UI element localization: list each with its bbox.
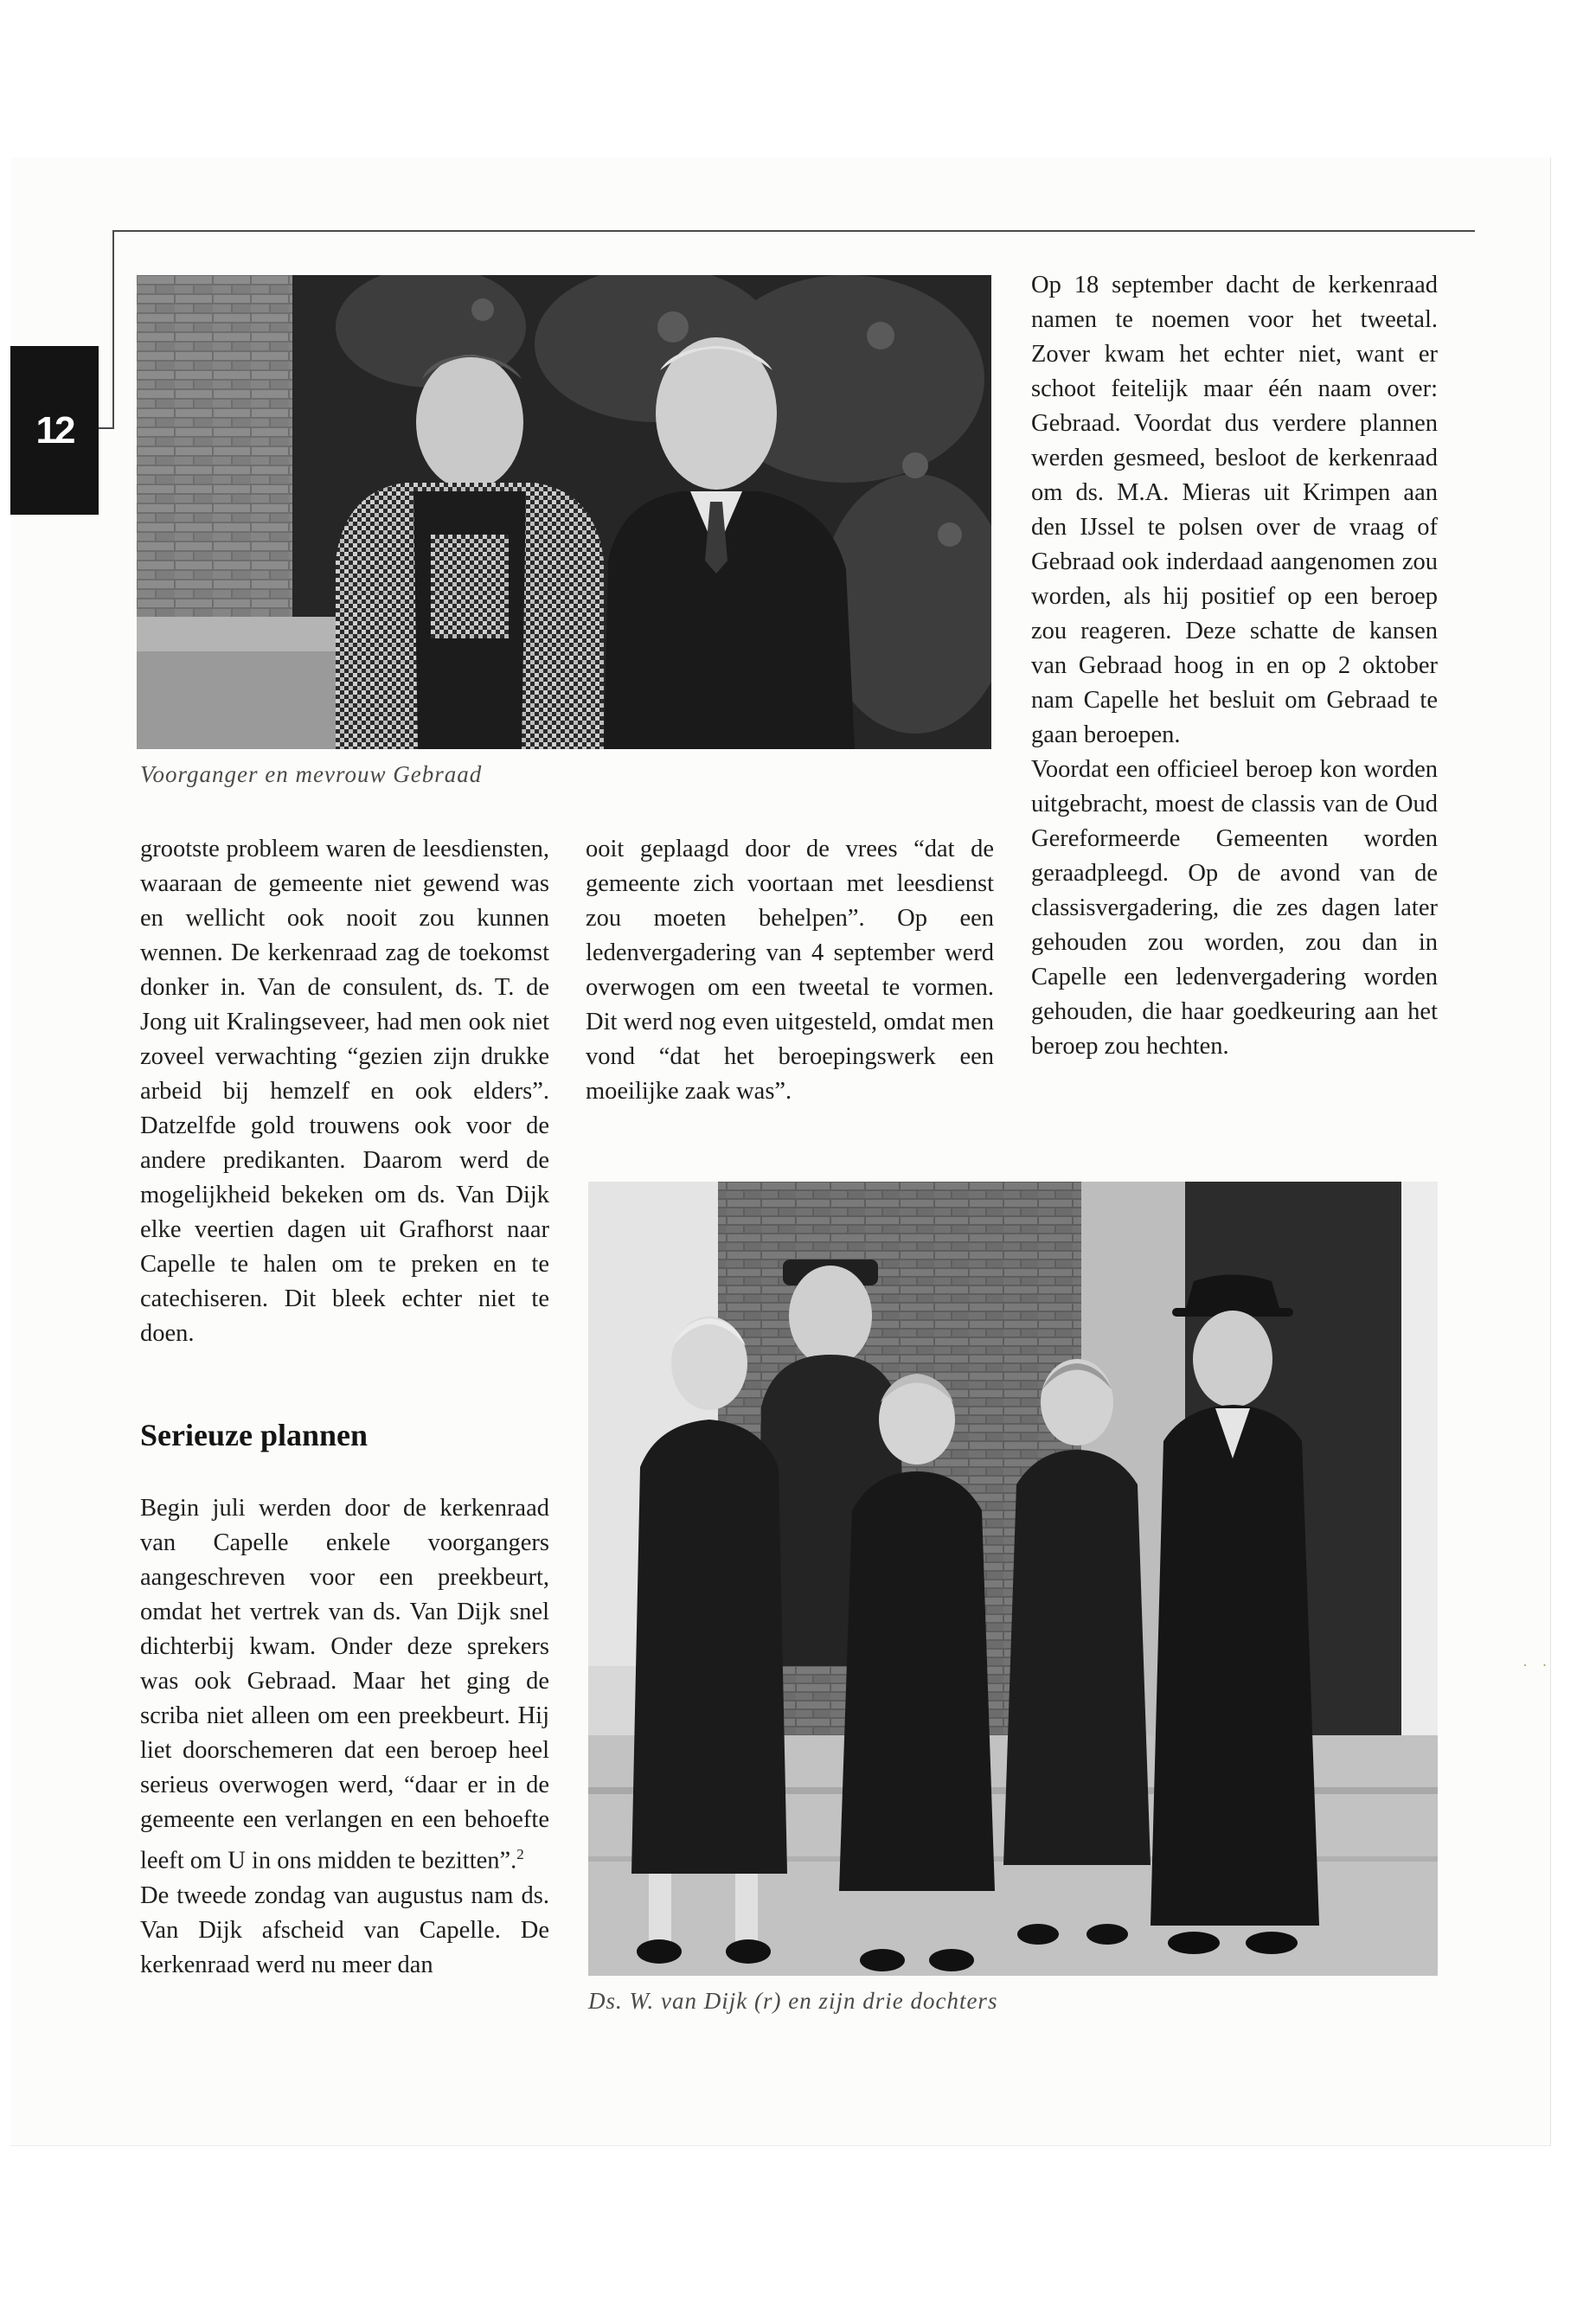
left-rule [112, 230, 114, 427]
article-column-3 [1031, 268, 1438, 1064]
photo-couple [137, 275, 991, 749]
paragraph: grootste probleem waren de leesdiensten, waaraan de gemeente niet gewend was en wellicht ook nooit zou kunnen wennen. De kerkenraad zag de toekomst donker in. Van de consulent, ds. T. de Jong uit Kralingseveer, had men ook niet zoveel verwachting “gezien zijn drukke arbeid bij hemzelf en ook elders”. Datzelfde gold trouwens ook voor de andere predikanten. Daarom werd de mogelijkheid bekeken om ds. Van Dijk elke veertien dagen uit Grafhorst naar Capelle te halen om te preken en te catechiseren. Dit bleek echter niet te doen. [140, 836, 549, 1347]
paragraph-text: Begin juli werden door de kerkenraad van Capelle enkele voorgangers aangeschreven voor een preekbeurt, omdat het vertrek van ds. Van Dijk snel dichterbij kwam. Onder deze sprekers was ook Gebraad. Maar het ging de scriba niet alleen om een preekbeurt. Hij liet doorschemeren dat een beroep heel serieus overwogen werd, “daar er in de gemeente een verlangen en een behoefte leeft om U in ons midden te bezitten”. [140, 1495, 549, 1875]
section-heading: Serieuze plannen [140, 1418, 369, 1452]
paragraph: ooit geplaagd door de vrees “dat de gemeente zich voortaan met leesdienst zou moeten behelpen”. Op een ledenvergadering van 4 september werd overwogen om een tweetal te vormen. Dit werd nog even uitgesteld, omdat men vond “dat het beroepingswerk een moeilijke zaak was”. [586, 836, 994, 1105]
paragraph [140, 1491, 549, 1879]
article-column-1 [140, 832, 549, 1351]
photo-family [588, 1182, 1438, 1976]
photo-couple-caption: Voorganger en mevrouw Gebraad [140, 761, 483, 787]
paragraph: Op 18 september dacht de kerkenraad namen te noemen voor het tweetal. Zover kwam het echter niet, want er schoot feitelijk maar één naam over: Gebraad. Voordat dus verdere plannen werden gesmeed, besloot de kerkenraad om ds. M.A. Mieras uit Krimpen aan den IJssel te polsen over de vraag of Gebraad ook inderdaad aangenomen zou worden, als hij positief op een beroep zou reageren. Deze schatte de kansen van Gebraad hoog in en op 2 oktober nam Capelle het besluit om Gebraad te gaan beroepen. [1031, 272, 1438, 748]
article-column-1-continued [140, 1491, 549, 1983]
page-number-tab [10, 346, 99, 515]
paragraph: Voordat een officieel beroep kon worden uitgebracht, moest de classis van de Oud Gereformeerde Gemeenten worden geraadpleegd. Op de avond van de classisvergadering, die zes dagen later gehouden zou worden, zou dan in Capelle een ledenvergadering worden gehouden, die haar goedkeuring aan het beroep zou hechten. [1031, 756, 1438, 1060]
photo-family-image [588, 1182, 1438, 1976]
footnote-reference: 2 [516, 1846, 524, 1862]
photo-family-caption: Ds. W. van Dijk (r) en zijn drie dochters [588, 1988, 998, 2014]
photo-couple-image [137, 275, 991, 749]
margin-marks: · · [1522, 1657, 1553, 1674]
page-number: 12 [35, 408, 74, 452]
paragraph: De tweede zondag van augustus nam ds. Van Dijk afscheid van Capelle. De kerkenraad werd nu meer dan [140, 1881, 549, 1978]
top-rule [112, 230, 1475, 232]
article-column-2 [586, 832, 994, 1109]
